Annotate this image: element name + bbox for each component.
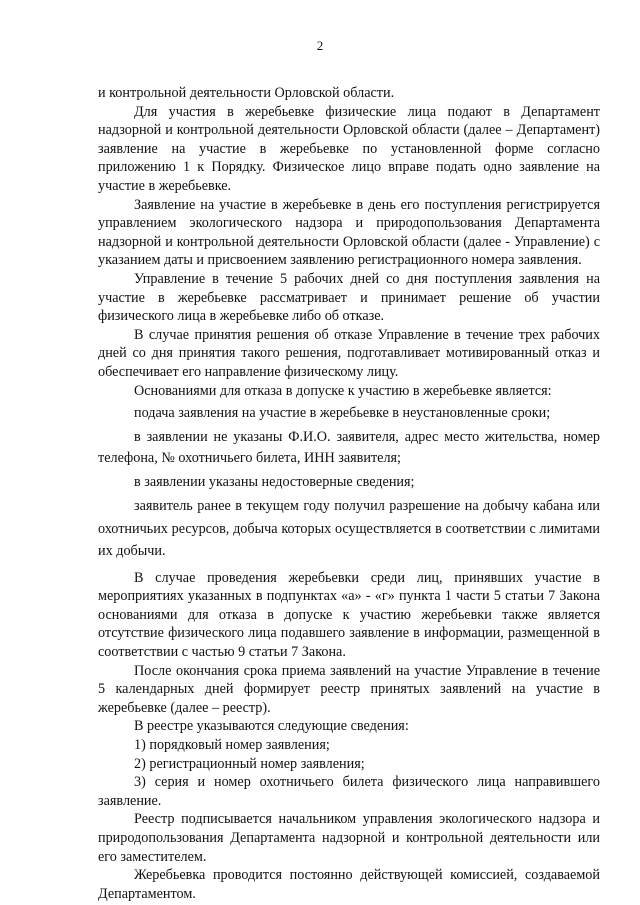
document-body [98,84,600,903]
paragraph-continuation: и контрольной деятельности Орловской области. [98,85,395,101]
paragraph-review-term: Управление в течение 5 рабочих дней со дня поступления заявления на участие в жеребьевке рассматривает и принимает решение об участии физического лица в жеребьевке либо об отказе. [98,270,600,325]
list-item-registry-field: 3) серия и номер охотничьего билета физического лица направившего заявление. [98,774,600,809]
page-number: 2 [316,38,324,53]
paragraph-lottery-commission: Жеребьевка проводится постоянно действующей комиссией, создаваемой Департаментом. [98,867,600,902]
paragraph-additional-refusal-ground: В случае проведения жеребьевки среди лиц, принявших участие в мероприятиях указанных в подпунктах «а» - «г» пункта 1 части 5 статьи 7 Закона основаниями для отказа в допуске к участию жеребьевки также является отсутствие физического лица подавшего заявление в информации, размещенной в соответствии с частью 9 статьи 7 Закона. [98,569,600,660]
paragraph-registry-formation: После окончания срока приема заявлений на участие Управление в течение 5 календарных дней формирует реестр принятых заявлений на участие в жеребьевке (далее – реестр). [98,662,600,716]
list-item-refusal-ground: заявитель ранее в текущем году получил разрешение на добычу кабана или охотничьих ресурсов, добыча которых осуществляется в соответствии с лимитами их добычи. [98,498,600,560]
list-item-refusal-ground: в заявлении указаны недостоверные сведения; [134,474,415,491]
paragraph-refusal-grounds-heading: Основаниями для отказа в допуске к участию в жеребьевке является: [134,382,552,399]
paragraph-registration: Заявление на участие в жеребьевке в день его поступления регистрируется управлением экологического надзора и природопользования Департамента надзорной и контрольной деятельности Орловской области (далее - Управление) с указанием даты и присвоением заявлению регистрационного номера заявления. [98,196,600,269]
list-item-registry-field: 2) регистрационный номер заявления; [134,755,365,772]
paragraph-registry-contents-heading: В реестре указываются следующие сведения: [134,718,409,735]
list-item-refusal-ground: подача заявления на участие в жеребьевке в неустановленные сроки; [134,405,551,422]
list-item-registry-field: 1) порядковый номер заявления; [134,736,330,753]
paragraph-registry-signing: Реестр подписывается начальником управления экологического надзора и природопользования Департамента надзорной и контрольной деятельности или его заместителем. [98,811,600,865]
list-item-refusal-ground: в заявлении не указаны Ф.И.О. заявителя, адрес место жительства, номер телефона, № охотничьего билета, ИНН заявителя; [98,429,600,467]
paragraph-refusal-notice: В случае принятия решения об отказе Управление в течение трех рабочих дней со дня принятия такого решения, подготавливает мотивированный отказ и обеспечивает его направление физическому лицу. [98,326,600,380]
paragraph-application-submission: Для участия в жеребьевке физические лица подают в Департамент надзорной и контрольной деятельности Орловской области (далее – Департамент) заявление на участие в жеребьевке по установленной форме согласно приложению 1 к Порядку. Физическое лицо вправе подать одно заявление на участие в жеребьевке. [98,103,600,194]
